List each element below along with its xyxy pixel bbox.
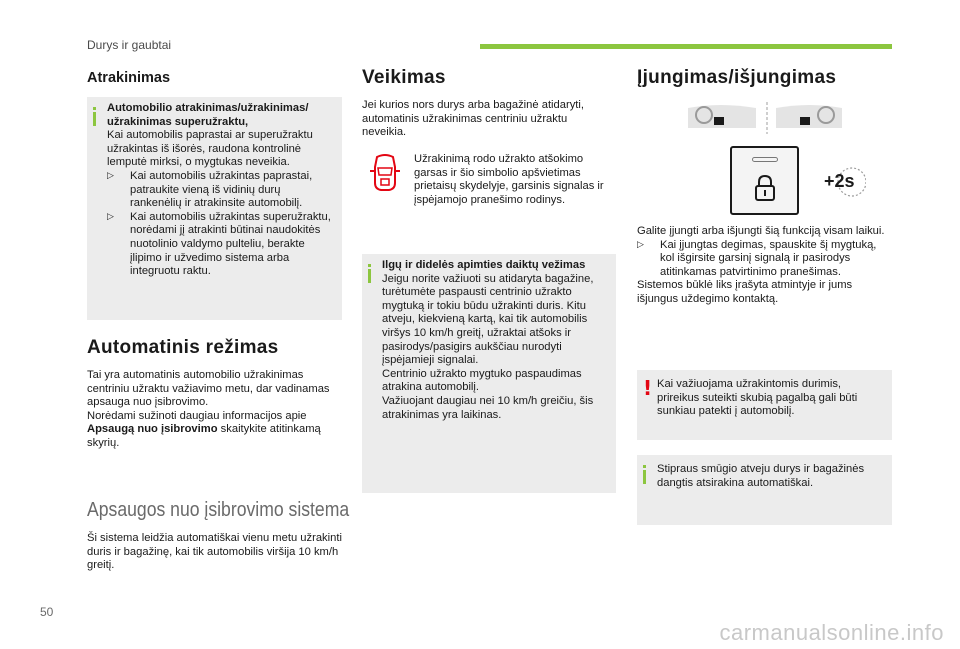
automatinis-text2-suffix: skaitykite atitinkamą skyrių. (87, 423, 321, 449)
press-duration-label: +2s (824, 171, 855, 191)
veikimas-box-line: Važiuojant daugiau nei 10 km/h greičiu, šis atrakinimas yra laikinas. (382, 394, 594, 421)
veikimas-icon-text: Užrakinimą rodo užrakto atšokimo garsas ir šio simbolio apšvietimas prietaisų skydelyje, garsinis signalas ir įspėjamojo pranešimo rodinys. (414, 153, 604, 206)
veikimas-text: Jei kurios nors durys arba bagažinė atidaryti, automatinis užrakinimas centriniu užraktu neveikia. (362, 99, 584, 139)
watermark: carmanualsonline.info (719, 620, 944, 645)
lock-button[interactable] (730, 146, 799, 215)
veikimas-box-line: Jeigu norite važiuoti su atidaryta bagažine, turėtumėte paspausti centrinio užrakto mygtuką ir tokiu būdu užrakinti duris. Kitu atveju, kiekvieną kartą, kai tik automobilis viršys 10 km/h greitį, užraktai atšoks ir pasirodys/pasigirs aukščiau nurodyti įspėjamieji signalai. (382, 272, 594, 367)
info-box (637, 455, 892, 525)
info-icon (368, 264, 371, 267)
car-lock-icon (367, 153, 403, 193)
warning-box (637, 370, 892, 440)
column-left (87, 62, 342, 86)
dashboard-illustration (680, 100, 850, 136)
veikimas-box-title: Ilgų ir didelės apimties daiktų vežimas (382, 259, 586, 271)
list-item: ▷ Kai automobilis užrakintas superužraktu, norėdami jį atrakinti būtinai naudokitės nuotolinio valdymo pulteliu, berakte įlipimo ir užvedimo sistema arba integruotu raktu. (107, 211, 334, 279)
apsaugos-title: Apsaugos nuo įsibrovimo sistema (87, 499, 350, 521)
automatinis-text2-prefix: Norėdami sužinoti daugiau informacijos apie (87, 409, 307, 422)
veikimas-title: Veikimas (362, 67, 446, 88)
automatinis-body (87, 369, 342, 451)
ijungimas-text2: Sistemos būklė liks įrašyta atmintyje ir jums išjungus uždegimo kontaktą. (637, 279, 853, 305)
warning-icon: ! (643, 376, 653, 400)
atrakinimas-box-title: Automobilio atrakinimas/užrakinimas/ užrakinimas superužraktu, (107, 102, 309, 128)
padlock-icon (754, 174, 776, 207)
list-item: ▷ Kai automobilis užrakintas paprastai, patraukite vieną iš vidinių durų rankenėlių ir atrakinsite automobilį. (107, 170, 334, 211)
atrakinimas-title: Atrakinimas (87, 70, 171, 86)
info-icon (643, 465, 646, 468)
automatinis-text: Tai yra automatinis automobilio užrakinimas centriniu užraktu važiavimo metu, dar vadinamas apsauga nuo įsibrovimo. (87, 369, 330, 409)
section-header: Durys ir gaubtai (87, 38, 172, 52)
veikimas-info-box (362, 254, 616, 493)
header-accent-bar (480, 44, 892, 49)
info-text: Stipraus smūgio atveju durys ir bagažinės dangtis atsirakina automatiškai. (657, 463, 865, 489)
list-item: ▷ Kai įjungtas degimas, spauskite šį mygtuką, kol išgirsite garsinį signalą ir pasirodys atitinkamas patvirtinimo pranešimas. (637, 239, 892, 280)
warning-text: Kai važiuojama užrakintomis durimis, prireikus suteikti skubią pagalbą gali būti sunkiau patekti į automobilį. (657, 378, 858, 418)
atrakinimas-box-intro: Kai automobilis paprastai ar superužraktu užrakintas iš išorės, raudona kontrolinė lemputė mirksi, o mygtukas neveikia. (107, 129, 313, 169)
automatinis-title: Automatinis režimas (87, 337, 279, 358)
atrakinimas-info-box (87, 97, 342, 320)
button-led (752, 157, 778, 162)
ijungimas-title: Įjungimas/išjungimas (637, 67, 837, 88)
page-number: 50 (40, 605, 54, 619)
automatinis-text2-bold: Apsaugą nuo įsibrovimo (87, 423, 218, 436)
press-duration-badge (822, 164, 866, 200)
apsaugos-text: Ši sistema leidžia automatiškai vienu metu užrakinti duris ir bagažinę, kai tik automobilis viršija 10 km/h greitį. (87, 532, 342, 572)
ijungimas-text1: Galite įjungti arba išjungti šią funkciją visam laikui. (637, 225, 885, 237)
ijungimas-body (637, 225, 892, 307)
info-icon (93, 107, 96, 110)
veikimas-box-line: Centrinio užrakto mygtuko paspaudimas atrakina automobilį. (382, 367, 582, 394)
